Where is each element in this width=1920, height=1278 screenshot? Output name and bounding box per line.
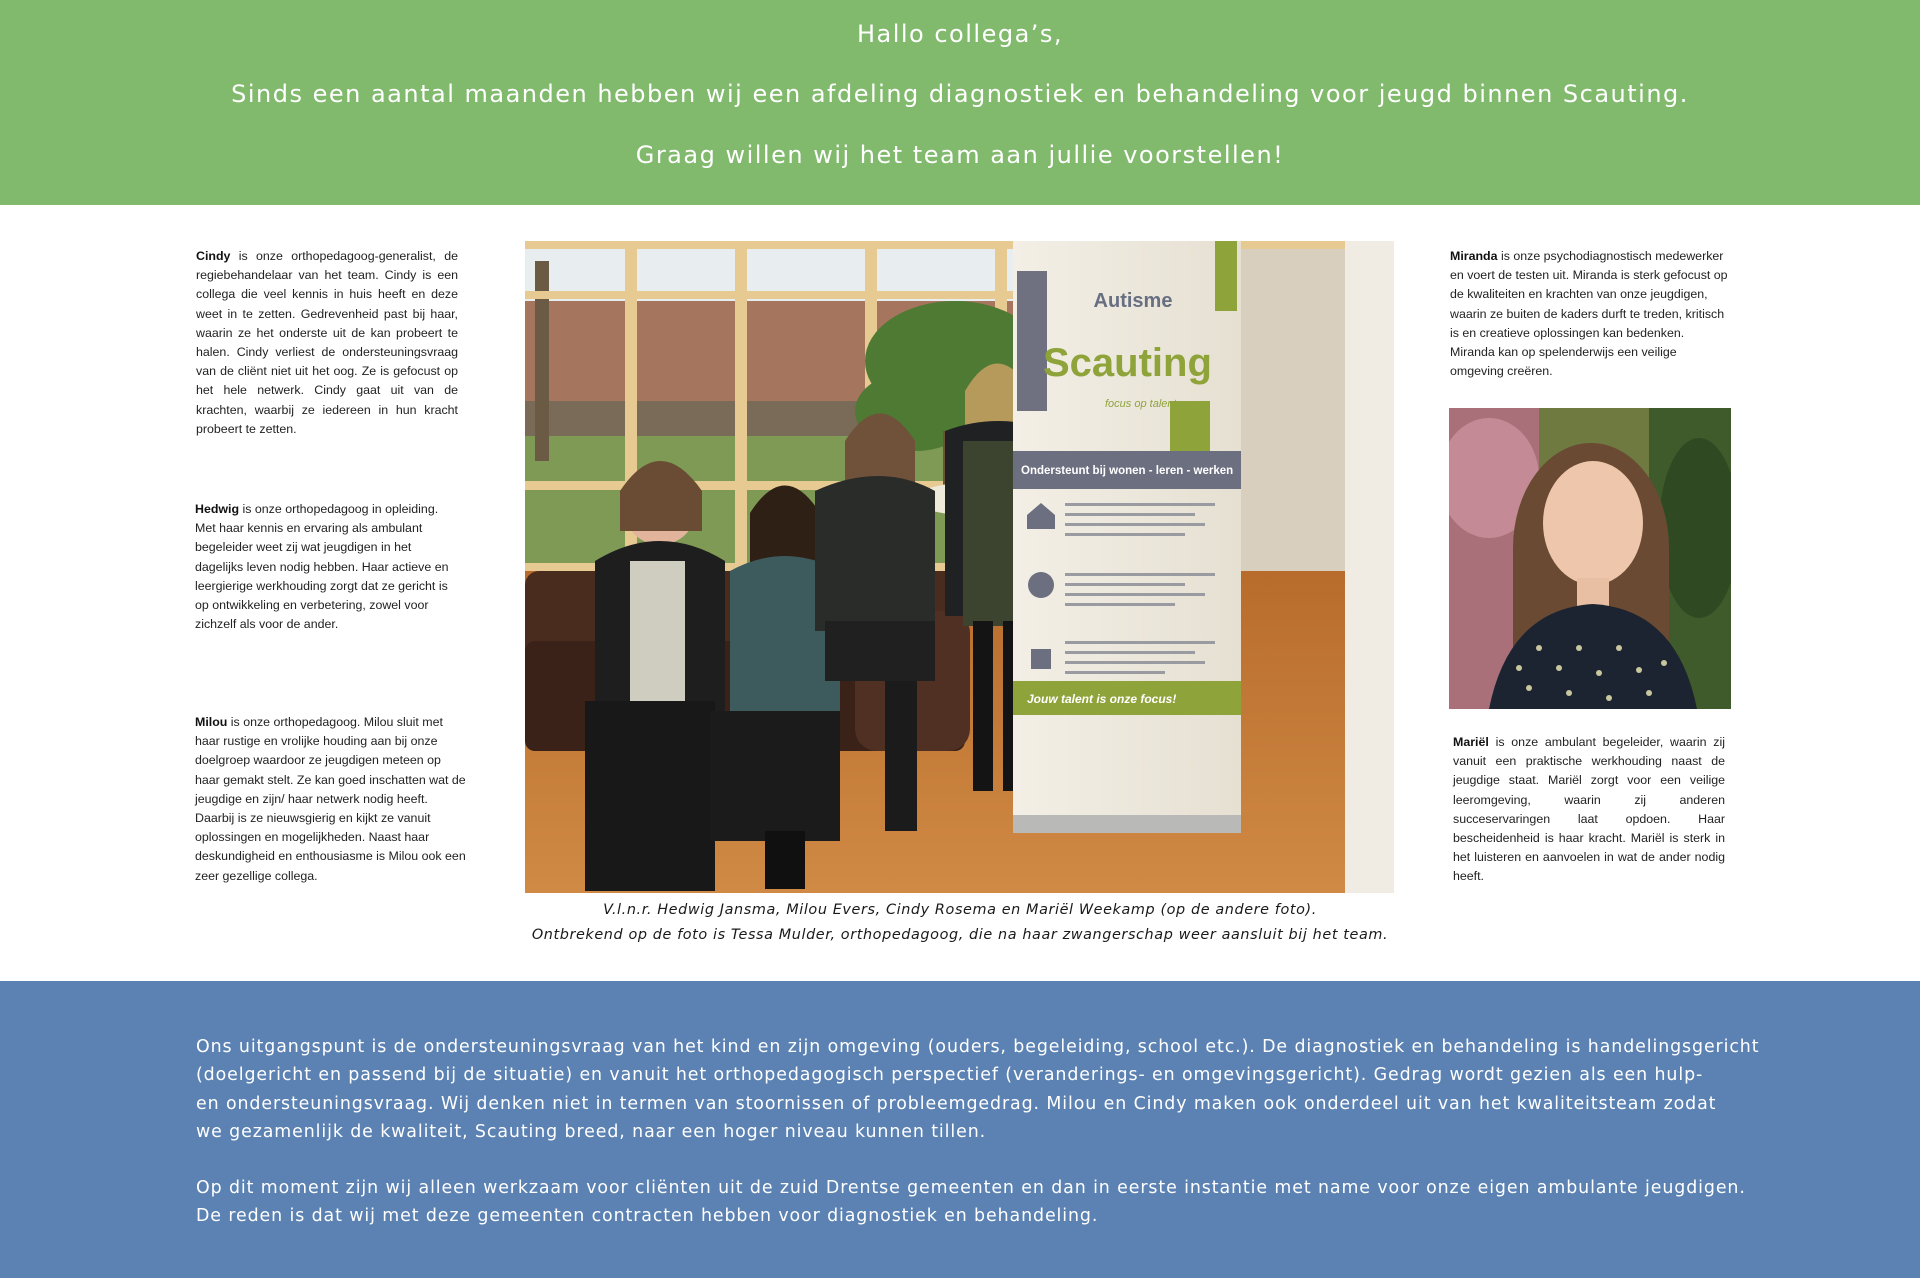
footer-band — [0, 981, 1920, 1278]
bio-hedwig — [195, 500, 457, 634]
banner-tagline: focus op talent — [1105, 398, 1177, 410]
banner-title: Autisme — [1093, 290, 1173, 312]
bio-mariel — [1453, 733, 1725, 887]
bio-miranda — [1450, 247, 1728, 381]
bio-text: is onze orthopedagoog. Milou sluit met haar rustige en vrolijke houding aan bij onze doelgroep waardoor ze jeugdigen meteen op haar gemakt stelt. Ze kan goed inschatten wat de jeugdige en zijn/ haar netwerk nodig heeft. Daarbij is ze nieuwsgierig en kijkt ze vanuit oplossingen en mogelijkheden. Naast haar deskundigheid en enthousiasme is Milou ook een zeer gezellige collega. — [195, 715, 466, 883]
scope-line: Op dit moment zijn wij alleen werkzaam voor cliënten uit de zuid Drentse gemeenten en dan in eerste instantie met name voor onze eigen ambulante jeugdigen. — [196, 1178, 1746, 1198]
scope-paragraph — [196, 1174, 1776, 1231]
banner-brand: Scauting — [1043, 341, 1212, 385]
caption-line-1: V.l.n.r. Hedwig Jansma, Milou Evers, Cindy Rosema en Mariël Weekamp (op de andere foto). — [603, 902, 1317, 918]
bio-cindy — [196, 247, 458, 439]
header-banner — [0, 0, 1920, 205]
portrait-illustration — [1449, 408, 1731, 709]
bio-name: Milou — [195, 715, 228, 729]
bio-name: Cindy — [196, 249, 231, 263]
greeting: Hallo collega’s, — [856, 20, 1064, 48]
portrait-mariel — [1449, 408, 1731, 709]
bio-name: Mariël — [1453, 735, 1489, 749]
approach-line: (doelgericht en passend bij de situatie) en vanuit het orthopedagogisch perspectief (veranderings- en omgevingsgericht). Gedrag wordt gezien als een hulp- — [196, 1065, 1704, 1086]
scope-line: De reden is dat wij met deze gemeenten contracten hebben voor diagnostiek en behandeling. — [196, 1206, 1099, 1227]
photo-caption — [500, 898, 1420, 948]
approach-line: we gezamenlijk de kwaliteit, Scauting breed, naar een hoger niveau kunnen tillen. — [196, 1121, 987, 1142]
bio-milou — [195, 713, 469, 886]
approach-paragraph — [196, 1033, 1776, 1146]
team-photo — [525, 241, 1394, 893]
intro-text: Sinds een aantal maanden hebben wij een afdeling diagnostiek en behandeling voor jeugd binnen Scauting. — [231, 80, 1689, 108]
approach-line: Ons uitgangspunt is de ondersteuningsvraag van het kind en zijn omgeving (ouders, begeleiding, school etc.). De diagnostiek en behandeling is handelingsgericht — [196, 1037, 1760, 1057]
team-photo-illustration — [525, 241, 1394, 893]
caption-line-2: Ontbrekend op de foto is Tessa Mulder, orthopedagoog, die na haar zwangerschap weer aansluit bij het team. — [531, 927, 1389, 943]
bio-text: is onze orthopedagoog in opleiding. Met haar kennis en ervaring als ambulant begeleider weet zij wat jeugdigen in het dagelijks leven nodig hebben. Haar actieve en leergierige werkhouding zorgt dat ze gericht is op ontwikkeling en verbetering, zowel voor zichzelf als voor de ander. — [195, 502, 449, 632]
bio-text: is onze ambulant begeleider, waarin zij vanuit een praktische werkhouding naast de jeugdige staat. Mariël zorgt voor een veilige leeromgeving, waarin zij anderen succeservaringen laat opdoen. Haar bescheidenheid is haar kracht. Mariël is sterk in het luisteren en aanvoelen in wat de ander nodig heeft. — [1453, 735, 1725, 884]
approach-line: en ondersteuningsvraag. Wij denken niet in termen van stoornissen of probleemgedrag. Milou en Cindy maken ook onderdeel uit van het kwaliteitsteam zodat — [196, 1093, 1717, 1114]
invite-text: Graag willen wij het team aan jullie voorstellen! — [635, 141, 1285, 169]
bio-name: Hedwig — [195, 502, 240, 516]
banner-footer: Jouw talent is onze focus! — [1027, 692, 1177, 706]
scauting-banner — [1013, 241, 1241, 833]
banner-subtitle: Ondersteunt bij wonen - leren - werken — [1021, 465, 1234, 477]
bio-text: is onze psychodiagnostisch medewerker en voert de testen uit. Miranda is sterk gefocust op de kwaliteiten en krachten van onze jeugdigen, waarin ze buiten de kaders durft te treden, kritisch is en creatieve oplossingen kan bedenken. Miranda kan op spelenderwijs een veilige omgeving creëren. — [1450, 249, 1728, 379]
bio-text: is onze orthopedagoog-generalist, de regiebehandelaar van het team. Cindy is een collega die veel kennis in huis heeft en deze weet in te zetten. Gedrevenheid past bij haar, waarin ze het onderste uit de kan probeert te halen. Cindy verliest de ondersteuningsvraag van de cliënt niet uit het oog. Ze is gefocust op het hele netwerk. Cindy gaat uit van de krachten, waarbij ze iedereen in hun kracht probeert te zetten. — [196, 249, 458, 436]
bio-name: Miranda — [1450, 249, 1498, 263]
